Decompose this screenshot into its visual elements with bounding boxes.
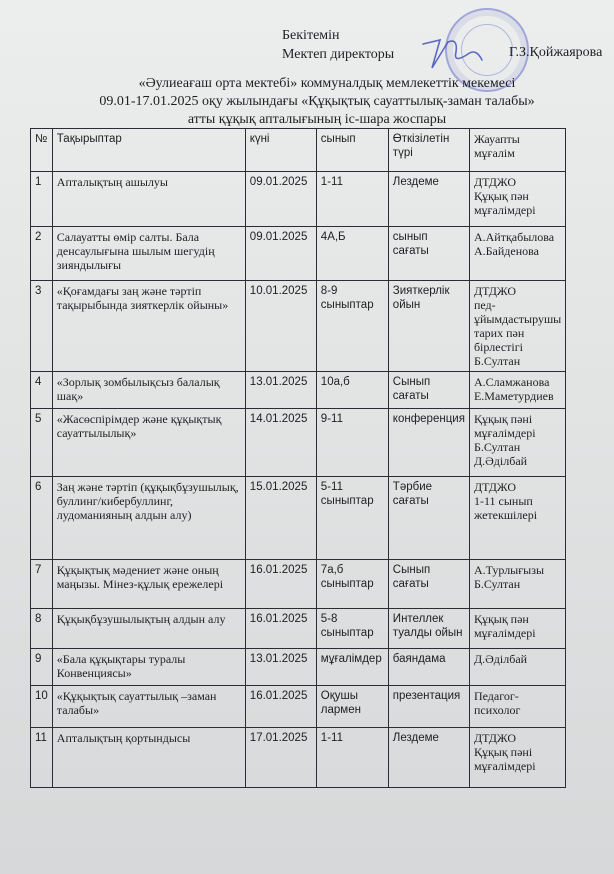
row-class: 8-9 сыныптар <box>316 281 388 372</box>
row-topic: «Зорлық зомбылықсыз балалық шақ» <box>52 372 245 409</box>
row-number: 4 <box>31 372 53 409</box>
row-number: 6 <box>31 477 53 560</box>
heading-line-3: атты құқық апталығының іс-шара жоспары <box>187 112 447 127</box>
row-date: 16.01.2025 <box>245 560 316 609</box>
table-row <box>31 728 566 788</box>
row-class: 7а,б сыныптар <box>316 560 388 609</box>
heading-line-2: 09.01-17.01.2025 оқу жылындағы «Құқықтық сауаттылық-заман талабы» <box>99 94 535 109</box>
header-form: Өткізілетін түрі <box>388 129 469 172</box>
approval-position: Мектеп директоры <box>282 47 395 62</box>
row-date: 09.01.2025 <box>245 227 316 281</box>
signature-icon <box>418 34 488 74</box>
row-number: 2 <box>31 227 53 281</box>
row-number: 9 <box>31 649 53 686</box>
row-number: 11 <box>31 728 53 788</box>
row-class: 1-11 <box>316 728 388 788</box>
row-number: 10 <box>31 686 53 728</box>
row-date: 17.01.2025 <box>245 728 316 788</box>
row-form: Зияткерлік ойын <box>388 281 469 372</box>
row-responsible: А.Турлығызы Б.Султан <box>469 560 565 609</box>
row-date: 16.01.2025 <box>245 609 316 649</box>
row-form: Лездеме <box>388 728 469 788</box>
table-row <box>31 172 566 227</box>
row-responsible: ДТДЖО 1-11 сынып жетекшілері <box>469 477 565 560</box>
row-class: 5-8 сыныптар <box>316 609 388 649</box>
row-date: 16.01.2025 <box>245 686 316 728</box>
row-responsible: ДТДЖО пед-ұйымдастырушы тарих пән бірлестігі Б.Султан <box>469 281 565 372</box>
row-number: 5 <box>31 409 53 477</box>
row-responsible: А.Айтқабылова А.Байденова <box>469 227 565 281</box>
row-topic: Апталықтың ашылуы <box>52 172 245 227</box>
row-responsible: Д.Әділбай <box>469 649 565 686</box>
row-date: 13.01.2025 <box>245 649 316 686</box>
row-date: 09.01.2025 <box>245 172 316 227</box>
table-row <box>31 227 566 281</box>
row-topic: «Қоғамдағы заң және тәртіп тақырыбында зияткерлік ойыны» <box>52 281 245 372</box>
row-topic: Құқықтық мәдениет және оның маңызы. Мінез-құлық ережелері <box>52 560 245 609</box>
row-form: презентация <box>388 686 469 728</box>
row-class: 5-11 сыныптар <box>316 477 388 560</box>
row-number: 8 <box>31 609 53 649</box>
row-topic: «Жасөспірімдер және құқықтық сауаттылылық» <box>52 409 245 477</box>
row-date: 10.01.2025 <box>245 281 316 372</box>
table-row <box>31 281 566 372</box>
row-topic: Заң және тәртіп (құқықбұзушылық, буллинг/кибербуллинг, лудоманияның алдын алу) <box>52 477 245 560</box>
director-name: Г.З.Қойжаярова <box>509 45 603 60</box>
row-form: Лездеме <box>388 172 469 227</box>
header-topic: Тақырыптар <box>52 129 245 172</box>
row-class: 10а,б <box>316 372 388 409</box>
row-number: 1 <box>31 172 53 227</box>
row-date: 15.01.2025 <box>245 477 316 560</box>
row-form: конференция <box>388 409 469 477</box>
row-number: 7 <box>31 560 53 609</box>
row-topic: Құқықбұзушылықтың алдын алу <box>52 609 245 649</box>
row-class: 9-11 <box>316 409 388 477</box>
row-form: Интеллек туалды ойын <box>388 609 469 649</box>
row-form: сынып сағаты <box>388 227 469 281</box>
approval-block <box>282 26 394 64</box>
table-row <box>31 477 566 560</box>
table-row <box>31 409 566 477</box>
row-date: 13.01.2025 <box>245 372 316 409</box>
approval-label: Бекітемін <box>282 28 340 43</box>
row-form: баяндама <box>388 649 469 686</box>
table-row <box>31 372 566 409</box>
row-date: 14.01.2025 <box>245 409 316 477</box>
row-class: 1-11 <box>316 172 388 227</box>
row-form: Сынып сағаты <box>388 560 469 609</box>
table-row <box>31 649 566 686</box>
row-responsible: А.Сламжанова Е.Маметурдиев <box>469 372 565 409</box>
row-class: мұғалімдер <box>316 649 388 686</box>
event-plan-table <box>30 128 566 788</box>
header-date: күні <box>245 129 316 172</box>
row-responsible: Педагог-психолог <box>469 686 565 728</box>
row-topic: «Құқықтық сауаттылық –заман талабы» <box>52 686 245 728</box>
table-row <box>31 686 566 728</box>
row-form: Тәрбие сағаты <box>388 477 469 560</box>
row-topic: «Бала құқықтары туралы Конвенциясы» <box>52 649 245 686</box>
table-row <box>31 560 566 609</box>
row-class: Оқушы лармен <box>316 686 388 728</box>
row-responsible: ДТДЖО Құқық пәні мұғалімдері <box>469 728 565 788</box>
header-responsible: Жауапты мұғалім <box>469 129 565 172</box>
row-number: 3 <box>31 281 53 372</box>
row-class: 4А,Б <box>316 227 388 281</box>
row-responsible: Құқық пәні мұғалімдері Б.Султан Д.Әділбай <box>469 409 565 477</box>
header-class: сынып <box>316 129 388 172</box>
table-header-row <box>31 129 566 172</box>
header-no: № <box>31 129 53 172</box>
heading-line-1: «Әулиеағаш орта мектебі» коммуналдық мемлекеттік мекемесі <box>138 76 516 91</box>
row-responsible: Құқық пән мұғалімдері <box>469 609 565 649</box>
table-row <box>31 609 566 649</box>
row-responsible: ДТДЖО Құқық пән мұғалімдері <box>469 172 565 227</box>
row-form: Сынып сағаты <box>388 372 469 409</box>
row-topic: Апталықтың қортындысы <box>52 728 245 788</box>
row-topic: Салауатты өмір салты. Бала денсаулығына шылым шегудің зияндылығы <box>52 227 245 281</box>
